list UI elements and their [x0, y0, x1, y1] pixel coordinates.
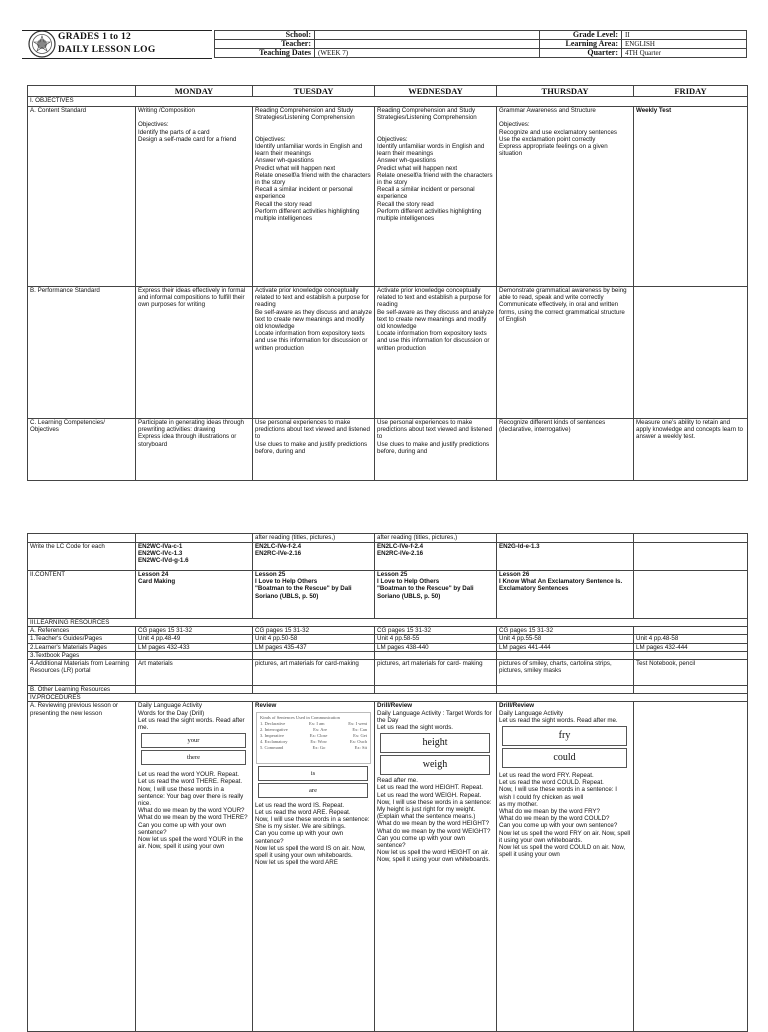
teachers-guide-fri: Unit 4 pp.48-58 — [634, 635, 748, 643]
day-thursday: THURSDAY — [497, 86, 634, 97]
day-friday: FRIDAY — [634, 86, 748, 97]
content-fri — [634, 571, 748, 619]
competencies-mon: Participate in generating ideas through prewriting activities: drawing Express idea through illustrations or storyboard — [136, 419, 253, 481]
content-row — [28, 571, 748, 619]
chart-image-cell: 5. Command — [260, 744, 284, 750]
teachers-guide-label: 1.Teacher's Guides/Pages — [28, 635, 136, 643]
chart-image-cell: Ex: Close — [309, 732, 328, 738]
references-mon: CG pages 15 31-32 — [136, 627, 253, 635]
procedures-section-row — [28, 694, 748, 702]
learners-materials-thu: LM pages 441-444 — [497, 643, 634, 651]
review-sentence-chart-image — [256, 712, 371, 764]
learners-materials-mon: LM pages 432-433 — [136, 643, 253, 651]
resources-heading: III.LEARNING RESOURCES — [28, 619, 748, 627]
sight-word-card: your — [141, 733, 246, 748]
day-header-row — [28, 86, 748, 97]
header-info-table — [214, 30, 747, 58]
additional-materials-fri: Test Notebook, pencil — [634, 660, 748, 686]
content-mon: Lesson 24 Card Making — [136, 571, 253, 619]
references-row — [28, 627, 748, 635]
learners-materials-wed: LM pages 438-440 — [375, 643, 497, 651]
review-fri — [634, 702, 748, 1032]
review-thu — [497, 702, 634, 1032]
lc-code-tue: EN2LC-IVe-f-2.4 EN2RC-IVe-2.16 — [253, 543, 375, 571]
additional-materials-mon: Art materials — [136, 660, 253, 686]
school-label: School: — [215, 31, 315, 40]
content-wed: Lesson 25 I Love to Help Others "Boatman to the Rescue" by Dali Soriano (UBLS, p. 50) — [375, 571, 497, 619]
chart-image-row — [260, 745, 367, 751]
teachers-guide-thu: Unit 4 pp.55-58 — [497, 635, 634, 643]
lesson-log-table-page2 — [27, 533, 748, 1032]
references-fri — [634, 627, 748, 635]
teaching-dates-field[interactable]: (WEEK 7) — [315, 49, 540, 58]
objectives-heading: I. OBJECTIVES — [28, 97, 748, 107]
resources-section-row — [28, 619, 748, 627]
day-monday: MONDAY — [136, 86, 253, 97]
procedures-heading: IV.PROCEDURES — [28, 694, 748, 702]
performance-standard-tue: Activate prior knowledge conceptually related to text and establish a purpose for reading Be self-aware as they discuss and analyze text to create new meanings and modify old knowledge Locate information from expository texts and use this information for discussion or written production — [253, 287, 375, 419]
review-label: A. Reviewing previous lesson or presenting the new lesson — [28, 702, 136, 1032]
additional-materials-wed: pictures, art materials for card- making — [375, 660, 497, 686]
review-thu-heading: Drill/Review — [499, 702, 535, 710]
continued-row — [28, 534, 748, 543]
sight-word-card: is — [258, 766, 368, 781]
header-title-line2: DAILY LESSON LOG — [58, 45, 156, 55]
performance-standard-row — [28, 287, 748, 419]
review-mon — [136, 702, 253, 1032]
chart-image-cell: Ex: Can — [352, 726, 367, 732]
review-tue — [253, 702, 375, 1032]
learners-materials-row — [28, 643, 748, 651]
grade-level-label: Grade Level: — [540, 31, 622, 40]
chart-image-cell: Ex: Ouch — [349, 738, 367, 744]
additional-materials-thu: pictures of smiley, charts, cartolina strips, pictures, smiley masks — [497, 660, 634, 686]
day-tuesday: TUESDAY — [253, 86, 375, 97]
performance-standard-label: B. Performance Standard — [28, 287, 136, 419]
chart-image-cell: 2. Interrogative — [260, 726, 288, 732]
competencies-row — [28, 419, 748, 481]
sight-word-card: could — [502, 748, 627, 768]
sight-word-card: fry — [502, 726, 627, 746]
sight-word-card: weigh — [380, 755, 490, 775]
review-thu-text: Let us read the word FRY. Repeat. Let us read the word COULD. Repeat. Now, I will use these words in a sentence: I wish I could fry chicken as well as my mother. What do we mean by the word FRY? What do we mean by the word COULD? Can you come up with your own sentence? Now let us spell the word FRY on air. Now, spell it using your own whiteboards. Now let us spell the word COULD on air. Now, spell it using your own — [499, 772, 631, 859]
continued-wed: after reading (titles, pictures,) — [375, 534, 497, 543]
other-resources-label: B. Other Learning Resources — [28, 686, 136, 694]
competencies-label: C. Learning Competencies/ Objectives — [28, 419, 136, 481]
other-resources-row — [28, 686, 748, 694]
competencies-fri: Measure one's ability to retain and apply knowledge and concepts learn to answer a weekly test. — [634, 419, 748, 481]
references-label: A. References — [28, 627, 136, 635]
teaching-dates-label: Teaching Dates — [215, 49, 315, 58]
grade-level-field[interactable]: II — [622, 31, 747, 40]
performance-standard-mon: Express their ideas effectively in formal and informal compositions to fulfill their own purposes for writing — [136, 287, 253, 419]
chart-image-cell: 4. Exclamatory — [260, 738, 288, 744]
header-rule-top — [22, 30, 212, 31]
chart-image-cell: Ex: Are — [313, 726, 327, 732]
competencies-tue: Use personal experiences to make predictions about text viewed and listened to Use clues to make and justify predictions before, during and — [253, 419, 375, 481]
content-standard-row — [28, 107, 748, 287]
content-standard-label: A. Content Standard — [28, 107, 136, 287]
references-thu: CG pages 15 31-32 — [497, 627, 634, 635]
lc-code-row — [28, 543, 748, 571]
lc-code-label: Write the LC Code for each — [28, 543, 136, 571]
textbook-label: 3.Textbook Pages — [28, 651, 136, 659]
chart-image-rows — [260, 721, 367, 751]
chart-image-cell: Ex: Get — [353, 732, 367, 738]
chart-image-cell: 1. Declarative — [260, 720, 286, 726]
content-thu: Lesson 26 I Know What An Exclamatory Sentence Is. Exclamatory Sentences — [497, 571, 634, 619]
lc-code-mon: EN2WC-IVa-c-1 EN2WC-IVc-1.3 EN2WC-IVd-g-1.6 — [136, 543, 253, 571]
review-mon-text: Let us read the word YOUR. Repeat. Let us read the word THERE. Repeat. Now, I will use these words in a sentence: Your bag over there is really nice. What do we mean by the word YOUR? What do we mean by the word THERE? Can you come up with your own sentence? Now let us spell the word YOUR in the air. Now, spell it using your own — [138, 771, 248, 851]
content-standard-tue: Reading Comprehension and Study Strategies/Listening Comprehension Objectives: Identify unfamiliar words in English and learn their meanings Answer wh-questions Predict what will happen next Relate oneself/a friend with the characters in the story Recall a similar incident or personal experience Recall the story read Perform different activities highlighting multiple intelligences — [253, 107, 375, 287]
lc-code-fri — [634, 543, 748, 571]
day-wednesday: WEDNESDAY — [375, 86, 497, 97]
teachers-guide-tue: Unit 4 pp.50-58 — [253, 635, 375, 643]
teachers-guide-row — [28, 635, 748, 643]
content-standard-mon: Writing /Composition Objectives: Identify the parts of a card Design a self-made card for a friend — [136, 107, 253, 287]
learners-materials-label: 2.Learner's Materials Pages — [28, 643, 136, 651]
chart-image-cell: Ex: I am — [309, 720, 325, 726]
review-mon-intro: Daily Language Activity Words for the Day (Drill) Let us read the sight words. Read after me. — [138, 702, 245, 732]
continued-thu — [497, 534, 634, 543]
textbook-row — [28, 651, 748, 659]
continued-fri — [634, 534, 748, 543]
lc-code-thu: EN2G-Id-e-1.3 — [497, 543, 634, 571]
teacher-field[interactable] — [315, 40, 540, 49]
learners-materials-tue: LM pages 435-437 — [253, 643, 375, 651]
review-wed-text: Read after me. Let us read the word HEIGHT. Repeat. Let us read the word WEIGH. Repeat. Now, I will use these words in a sentence: My height is just right for my weight. (Explain what the sentence means.) What do we mean by the word HEIGHT? What do we mean by the word WEIGHT? Can you come up with your own sentence? Now let us spell the word HEIGHT on air. Now, spell it using your own whiteboards. — [377, 777, 492, 864]
chart-image-title: Kinds of Sentences Used in Communication — [260, 714, 340, 720]
content-label: II.CONTENT — [28, 571, 136, 619]
continued-label — [28, 534, 136, 543]
teacher-label: Teacher: — [215, 40, 315, 49]
review-tue-heading: Review — [255, 702, 277, 710]
review-wed-intro: Daily Language Activity : Target Words for the Day Let us read the sight words. — [377, 709, 492, 732]
corner-cell — [28, 86, 136, 97]
teachers-guide-wed: Unit 4 pp.58-55 — [375, 635, 497, 643]
content-standard-fri: Weekly Test — [634, 107, 748, 287]
review-wed — [375, 702, 497, 1032]
teachers-guide-mon: Unit 4 pp.48-49 — [136, 635, 253, 643]
quarter-label: Quarter: — [540, 49, 622, 58]
chart-image-cell: 3. Imperative — [260, 732, 284, 738]
sight-word-card: there — [141, 750, 246, 765]
competencies-thu: Recognize different kinds of sentences (declarative, interrogative) — [497, 419, 634, 481]
header-title-line1: GRADES 1 to 12 — [58, 32, 132, 42]
competencies-wed: Use personal experiences to make predictions about text viewed and listened to Use clues to make and justify predictions before, during and — [375, 419, 497, 481]
learning-area-label: Learning Area: — [540, 40, 622, 49]
content-tue: Lesson 25 I Love to Help Others "Boatman to the Rescue" by Dali Soriano (UBLS, p. 50) — [253, 571, 375, 619]
lc-code-wed: EN2LC-IVe-f-2.4 EN2RC-IVe-2.16 — [375, 543, 497, 571]
references-wed: CG pages 15 31-32 — [375, 627, 497, 635]
continued-mon — [136, 534, 253, 543]
chart-image-cell: Ex: Sit — [354, 744, 367, 750]
content-standard-wed: Reading Comprehension and Study Strategies/Listening Comprehension Objectives: Identify unfamiliar words in English and learn their meanings Answer wh-questions Predict what will happen next Relate oneself/a friend with the characters in the story Recall a similar incident or personal experience Recall the story read Perform different activities highlighting multiple intelligences — [375, 107, 497, 287]
school-field[interactable] — [315, 31, 540, 40]
review-row — [28, 702, 748, 1032]
content-standard-thu: Grammar Awareness and Structure Objectives: Recognize and use exclamatory sentences Use the exclamation point correctly Express appropriate feelings on a given situation — [497, 107, 634, 287]
additional-materials-tue: pictures, art materials for card-making — [253, 660, 375, 686]
performance-standard-wed: Activate prior knowledge conceptually related to text and establish a purpose for reading Be self-aware as they discuss and analyze text to create new meanings and modify old knowledge Locate information from expository texts and use this information for discussion or written production — [375, 287, 497, 419]
lesson-log-table-page1 — [27, 85, 748, 481]
sight-word-card: are — [258, 783, 368, 798]
header-rule-bottom — [22, 58, 212, 59]
additional-materials-label: 4.Additional Materials from Learning Resources (LR) portal — [28, 660, 136, 686]
review-wed-heading: Drill/Review — [377, 702, 413, 710]
sight-word-card: height — [380, 733, 490, 753]
continued-tue: after reading (titles, pictures,) — [253, 534, 375, 543]
references-tue: CG pages 15 31-32 — [253, 627, 375, 635]
chart-image-cell: Ex: Wow — [310, 738, 328, 744]
review-tue-text: Let us read the word IS. Repeat. Let us read the word ARE. Repeat. Now, I will use these words in a sentence: She is my sister. We are siblings. Can you come up with your own sentence? Now let us spell the word IS on air. Now, spell it using your own whiteboards. Now let us spell the word ARE — [255, 801, 370, 867]
review-thu-intro: Daily Language Activity Let us read the sight words. Read after me. — [499, 709, 618, 724]
additional-materials-row — [28, 660, 748, 686]
quarter-field[interactable]: 4TH Quarter — [622, 49, 747, 58]
performance-standard-thu: Demonstrate grammatical awareness by being able to read, speak and write correctly Communicate effectively, in oral and written forms, using the correct grammatical structure of English — [497, 287, 634, 419]
learning-area-field[interactable]: ENGLISH — [622, 40, 747, 49]
learners-materials-fri: LM pages 432-444 — [634, 643, 748, 651]
objectives-section-row — [28, 97, 748, 107]
chart-image-cell: Ex: Go — [312, 744, 326, 750]
performance-standard-fri — [634, 287, 748, 419]
chart-image-cell: Ex: I went — [348, 720, 367, 726]
deped-seal-icon — [28, 30, 56, 58]
